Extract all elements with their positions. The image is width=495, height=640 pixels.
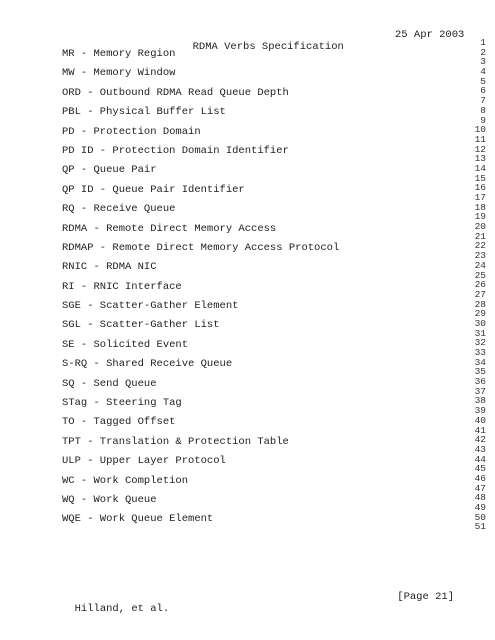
line-number: 3	[480, 56, 486, 68]
line-number: 15	[474, 172, 486, 184]
line-number: 51	[474, 521, 486, 533]
line-number: 46	[474, 472, 486, 484]
document-title: RDMA Verbs Specification	[192, 41, 344, 53]
line-number: 29	[474, 308, 486, 320]
line-number: 21	[474, 230, 486, 242]
line-number-gutter	[462, 38, 486, 532]
line-number: 41	[474, 424, 486, 436]
abbreviation-entry: QP - Queue Pair	[62, 164, 157, 177]
line-number: 42	[474, 434, 486, 446]
abbreviation-entry: PD ID - Protection Domain Identifier	[62, 144, 289, 157]
line-number: 44	[474, 453, 486, 465]
line-number: 16	[474, 182, 486, 194]
line-number: 39	[474, 405, 486, 417]
abbreviation-entry: PD - Protection Domain	[62, 125, 201, 138]
line-number: 7	[480, 95, 486, 107]
abbreviation-entry: ORD - Outbound RDMA Read Queue Depth	[62, 86, 289, 99]
line-number: 37	[474, 385, 486, 397]
line-number: 24	[474, 259, 486, 271]
line-number: 45	[474, 463, 486, 475]
abbreviation-entry: MR - Memory Region	[62, 48, 176, 60]
abbreviation-list	[62, 48, 339, 533]
line-number: 35	[474, 366, 486, 378]
line-number: 12	[474, 143, 486, 155]
abbreviation-entry: S-RQ - Shared Receive Queue	[62, 358, 233, 371]
line-number: 49	[474, 502, 486, 513]
line-number: 20	[474, 221, 486, 233]
line-number: 48	[474, 492, 486, 504]
line-number: 28	[474, 298, 486, 310]
page-footer	[62, 591, 454, 627]
abbreviation-entry: TO - Tagged Offset	[62, 416, 176, 429]
abbreviation-entry: RI - RNIC Interface	[62, 280, 182, 293]
abbreviation-entry: TPT - Translation & Protection Table	[62, 435, 289, 448]
line-number: 43	[474, 443, 486, 455]
abbreviation-entry: ULP - Upper Layer Protocol	[62, 455, 226, 468]
line-number: 25	[474, 269, 486, 281]
abbreviation-entry: PBL - Physical Buffer List	[62, 106, 226, 119]
page-number: [Page 21]	[397, 591, 454, 603]
line-number: 13	[474, 153, 486, 165]
line-number: 40	[474, 414, 486, 426]
line-number: 30	[474, 317, 486, 329]
abbreviation-entry: RQ - Receive Queue	[62, 203, 176, 216]
line-number: 1	[480, 37, 486, 48]
line-number: 33	[474, 347, 486, 358]
abbreviation-entry: RDMA - Remote Direct Memory Access	[62, 222, 277, 235]
line-number: 14	[474, 162, 486, 174]
line-number: 38	[474, 395, 486, 407]
line-number: 9	[480, 114, 486, 126]
line-number: 11	[474, 133, 486, 145]
abbreviation-entry: RDMAP - Remote Direct Memory Access Protocol	[62, 241, 340, 254]
line-number: 23	[474, 250, 486, 262]
abbreviation-entry: SQ - Send Queue	[62, 377, 157, 390]
abbreviation-entry: WQ - Work Queue	[62, 493, 157, 506]
abbreviation-entry: WC - Work Completion	[62, 474, 189, 487]
line-number: 22	[474, 240, 486, 252]
line-number: 26	[474, 279, 486, 291]
line-number: 4	[480, 66, 486, 78]
line-number: 17	[474, 192, 486, 203]
line-number: 31	[474, 327, 486, 339]
line-number: 10	[474, 124, 486, 136]
abbreviation-entry: SE - Solicited Event	[62, 338, 189, 351]
line-number: 32	[474, 337, 486, 349]
abbreviation-entry: WQE - Work Queue Element	[62, 513, 214, 526]
abbreviation-entry: MW - Memory Window	[62, 67, 176, 80]
line-number: 50	[474, 511, 486, 523]
line-number: 34	[474, 356, 486, 368]
line-number: 36	[474, 376, 486, 388]
abbreviation-entry: RNIC - RDMA NIC	[62, 261, 157, 274]
line-number: 27	[474, 288, 486, 300]
document-date: 25 Apr 2003	[395, 29, 465, 41]
abbreviation-entry: SGL - Scatter-Gather List	[62, 319, 220, 332]
line-number: 6	[480, 85, 486, 97]
abbreviation-entry: QP ID - Queue Pair Identifier	[62, 183, 245, 196]
line-number: 18	[474, 201, 486, 213]
line-number: 8	[480, 104, 486, 116]
line-number: 2	[480, 46, 486, 58]
abbreviation-entry: STag - Steering Tag	[62, 397, 182, 410]
line-number: 19	[474, 211, 486, 223]
line-number: 47	[474, 482, 486, 494]
footer-authors: Hilland, et al.	[74, 603, 170, 615]
line-number: 5	[480, 75, 486, 87]
abbreviation-entry: SGE - Scatter-Gather Element	[62, 300, 239, 313]
